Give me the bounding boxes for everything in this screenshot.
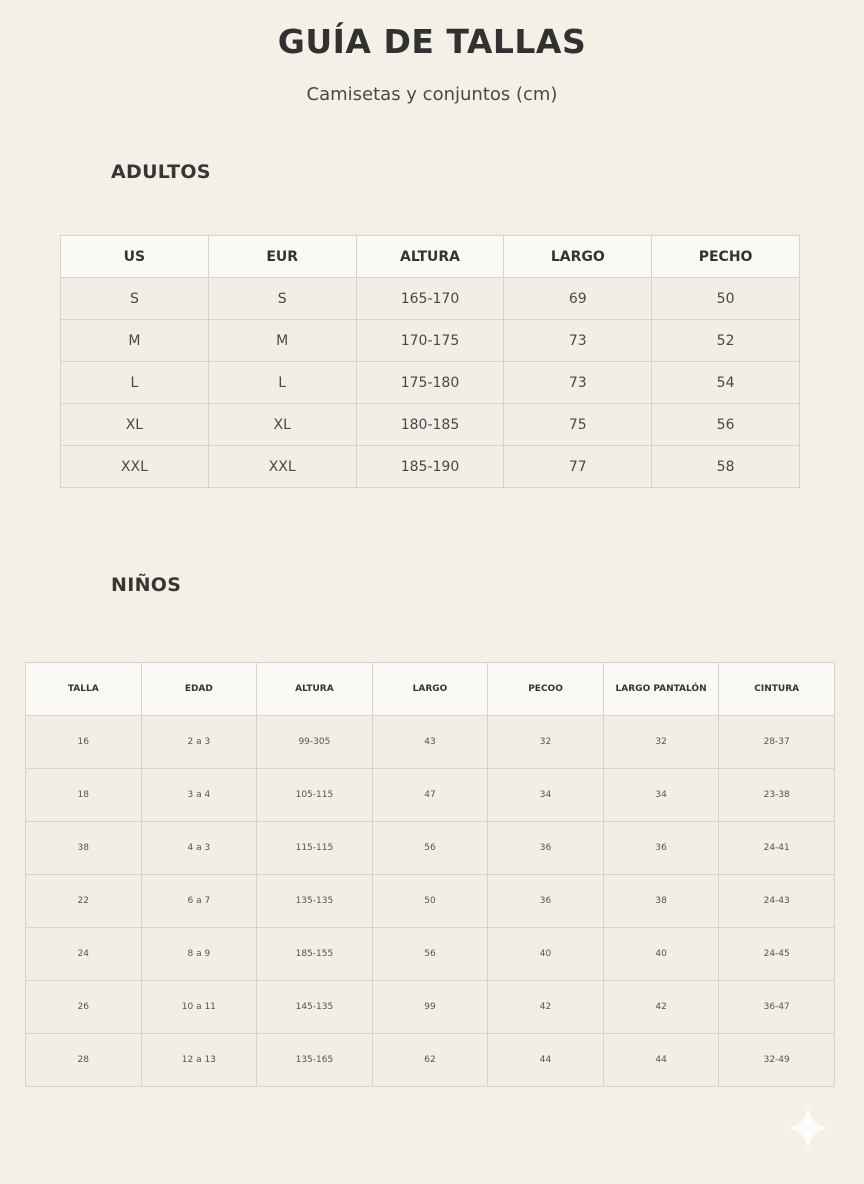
- table-cell: 36: [488, 822, 604, 875]
- table-cell: XXL: [61, 446, 209, 488]
- table-cell: L: [61, 362, 209, 404]
- table-cell: 40: [603, 928, 719, 981]
- table-cell: 2 a 3: [141, 716, 257, 769]
- table-cell: 10 a 11: [141, 981, 257, 1034]
- table-cell: 34: [488, 769, 604, 822]
- column-header-largo-pantalon: LARGO PANTALÓN: [603, 663, 719, 716]
- table-cell: 12 a 13: [141, 1034, 257, 1087]
- column-header-altura: ALTURA: [356, 236, 504, 278]
- table-cell: XL: [208, 404, 356, 446]
- table-cell: 69: [504, 278, 652, 320]
- table-cell: 185-155: [257, 928, 373, 981]
- table-cell: 56: [652, 404, 800, 446]
- table-cell: 73: [504, 320, 652, 362]
- table-header-row: [26, 663, 835, 716]
- table-row: [61, 320, 800, 362]
- table-row: [61, 278, 800, 320]
- table-cell: 75: [504, 404, 652, 446]
- table-cell: 34: [603, 769, 719, 822]
- column-header-pecho: PECOO: [488, 663, 604, 716]
- table-cell: 52: [652, 320, 800, 362]
- table-cell: XXL: [208, 446, 356, 488]
- table-cell: 50: [372, 875, 488, 928]
- column-header-us: US: [61, 236, 209, 278]
- table-cell: 165-170: [356, 278, 504, 320]
- table-cell: 47: [372, 769, 488, 822]
- table-cell: 16: [26, 716, 142, 769]
- table-cell: 73: [504, 362, 652, 404]
- table-cell: 40: [488, 928, 604, 981]
- table-cell: XL: [61, 404, 209, 446]
- table-cell: 32: [603, 716, 719, 769]
- table-row: [26, 928, 835, 981]
- table-cell: 24-41: [719, 822, 835, 875]
- table-cell: 38: [603, 875, 719, 928]
- column-header-largo: LARGO: [504, 236, 652, 278]
- table-cell: 28-37: [719, 716, 835, 769]
- sparkle-icon: [784, 1104, 832, 1152]
- table-row: [26, 769, 835, 822]
- table-row: [26, 1034, 835, 1087]
- table-cell: L: [208, 362, 356, 404]
- table-cell: 77: [504, 446, 652, 488]
- table-cell: 18: [26, 769, 142, 822]
- column-header-largo: LARGO: [372, 663, 488, 716]
- table-cell: 115-115: [257, 822, 373, 875]
- table-cell: 135-165: [257, 1034, 373, 1087]
- table-cell: 36-47: [719, 981, 835, 1034]
- table-cell: 180-185: [356, 404, 504, 446]
- ninos-heading: NIÑOS: [111, 574, 182, 596]
- table-row: [26, 981, 835, 1034]
- table-cell: M: [208, 320, 356, 362]
- table-cell: 8 a 9: [141, 928, 257, 981]
- column-header-edad: EDAD: [141, 663, 257, 716]
- table-cell: 32-49: [719, 1034, 835, 1087]
- page-title: GUÍA DE TALLAS: [277, 22, 587, 61]
- column-header-talla: TALLA: [26, 663, 142, 716]
- table-cell: 175-180: [356, 362, 504, 404]
- table-cell: 6 a 7: [141, 875, 257, 928]
- table-cell: 38: [26, 822, 142, 875]
- page-subtitle: Camisetas y conjuntos (cm): [306, 84, 558, 105]
- kids-size-table: [25, 662, 835, 1087]
- table-cell: 56: [372, 928, 488, 981]
- column-header-altura: ALTURA: [257, 663, 373, 716]
- table-cell: 44: [603, 1034, 719, 1087]
- table-cell: S: [61, 278, 209, 320]
- column-header-cintura: CINTURA: [719, 663, 835, 716]
- table-cell: 4 a 3: [141, 822, 257, 875]
- table-cell: 32: [488, 716, 604, 769]
- table-cell: 24-45: [719, 928, 835, 981]
- table-row: [61, 362, 800, 404]
- table-row: [61, 446, 800, 488]
- table-cell: 42: [488, 981, 604, 1034]
- table-cell: 26: [26, 981, 142, 1034]
- table-cell: 99: [372, 981, 488, 1034]
- table-cell: 3 a 4: [141, 769, 257, 822]
- table-cell: 185-190: [356, 446, 504, 488]
- adult-size-table: [60, 235, 800, 488]
- table-cell: 42: [603, 981, 719, 1034]
- table-cell: 22: [26, 875, 142, 928]
- column-header-pecho: PECHO: [652, 236, 800, 278]
- table-cell: 145-135: [257, 981, 373, 1034]
- table-cell: 50: [652, 278, 800, 320]
- table-row: [61, 404, 800, 446]
- table-row: [26, 822, 835, 875]
- table-cell: 43: [372, 716, 488, 769]
- table-cell: 54: [652, 362, 800, 404]
- table-cell: 170-175: [356, 320, 504, 362]
- table-cell: 105-115: [257, 769, 373, 822]
- table-cell: 24-43: [719, 875, 835, 928]
- table-cell: 24: [26, 928, 142, 981]
- table-cell: 58: [652, 446, 800, 488]
- table-cell: M: [61, 320, 209, 362]
- table-cell: 44: [488, 1034, 604, 1087]
- table-cell: 99-305: [257, 716, 373, 769]
- table-row: [26, 716, 835, 769]
- column-header-eur: EUR: [208, 236, 356, 278]
- table-cell: 62: [372, 1034, 488, 1087]
- table-cell: 28: [26, 1034, 142, 1087]
- table-cell: 23-38: [719, 769, 835, 822]
- table-cell: 135-135: [257, 875, 373, 928]
- table-cell: 36: [488, 875, 604, 928]
- adultos-heading: ADULTOS: [111, 161, 211, 183]
- table-cell: S: [208, 278, 356, 320]
- table-row: [26, 875, 835, 928]
- table-cell: 56: [372, 822, 488, 875]
- table-cell: 36: [603, 822, 719, 875]
- table-header-row: [61, 236, 800, 278]
